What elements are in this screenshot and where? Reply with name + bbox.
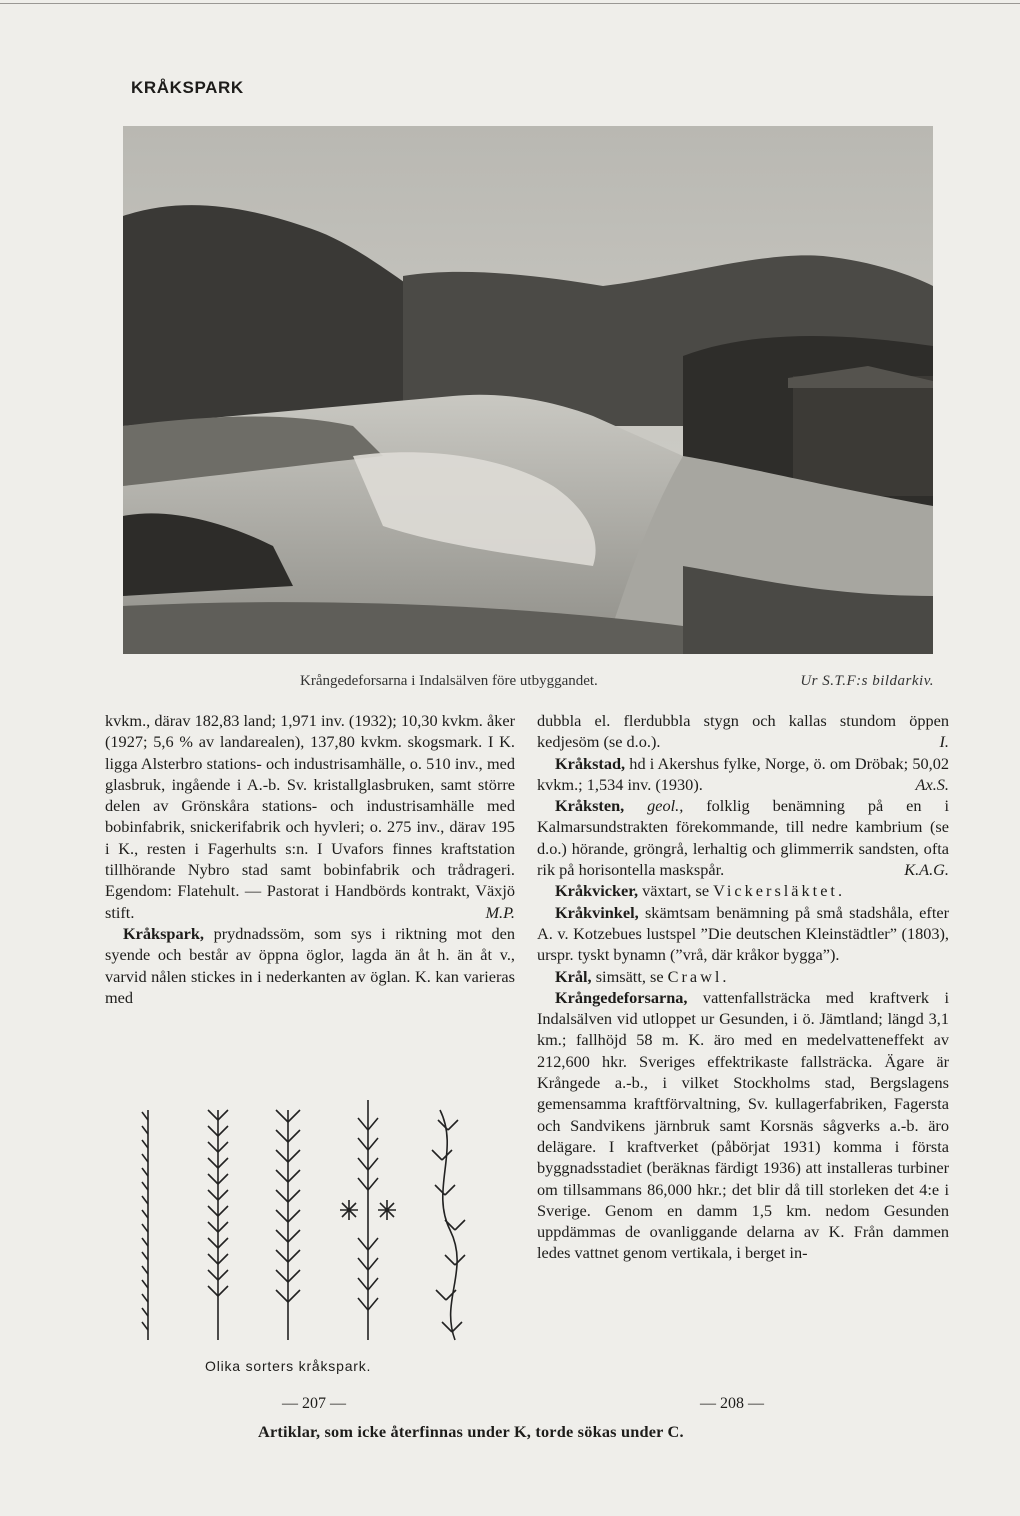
author-signature: M.P. — [485, 902, 515, 922]
photo-caption — [300, 673, 934, 690]
entry-head: Krångedeforsarna, — [555, 987, 688, 1007]
entry-krangedeforsarna: Krångedeforsarna, vattenfallsträcka med kraftverk i Indalsälven vid utloppet ur Gesunden, i ö. Jämtland; längd 3,1 km.; fallhöjd 58 m. K. äro med en medelvatteneffekt av 212,600 hkr. Sveriges effektrikaste fallsträcka. Ägare är Krångede a.-b., i vilket Stockholms stad, Bergslagens gemensamma kraftförvaltning, Sv. kullagerfabriken, Fagersta och Sandvikens järnbruk samt Korsnäs sågverks a.-b. äro delägare. I kraftverket (påbörjat 1931) komma i första byggnadsstadiet (beräknas färdigt 1936) att installeras turbiner om tillsammans 86,000 hkr.; det blir då till storleken det 4:e i Sverige. Genom en damm 1,5 km. nedom Gesunden uppdämmas de ovanliggande delarna av K. Från dammen ledes vattnet genom vertikala, i berget in- — [537, 987, 949, 1263]
stitch-sample-3 — [276, 1110, 300, 1340]
author-signature: K.A.G. — [904, 860, 949, 880]
cross-reference: Crawl. — [667, 966, 730, 986]
footer-note: Artiklar, som icke återfinnas under K, torde sökas under C. — [258, 1422, 684, 1441]
entry-krakspark: Kråkspark, prydnadssöm, som sys i riktning mot den syende och består av öppna öglor, lagda än åt h. än åt v., varvid nålen stickes in i nederkanten av öglan. K. kan varieras med — [105, 923, 515, 1007]
stitch-sample-2 — [208, 1110, 228, 1340]
stitch-sample-4 — [340, 1100, 396, 1340]
stitch-sample-5 — [432, 1110, 465, 1340]
right-column — [537, 710, 949, 1264]
author-signature: Ax.S. — [915, 774, 949, 794]
cross-reference: Vickersläktet. — [713, 881, 846, 901]
top-rule — [0, 3, 1020, 4]
stitch-figure — [130, 1100, 490, 1350]
author-signature: I. — [939, 732, 949, 752]
entry-head: Kråksten, — [555, 796, 625, 816]
entry-krakvicker: Kråkvicker, växtart, se Vickersläktet. — [555, 881, 846, 901]
entry-head: Krål, — [555, 966, 592, 986]
entry-head: Kråkstad, — [555, 753, 626, 773]
entry-kraksten: Kråksten, geol., folklig benämning på en i Kalmarsundstrakten förekommande, till nedre kambrium (se d.o.) hörande, gröngrå, lerhaltig och glimmerrik sandsten, ofta rik på horisontella maskspår. K.A.G. — [537, 796, 949, 880]
entry-head: Kråkvinkel, — [555, 902, 639, 922]
left-column — [105, 710, 515, 1008]
stitch-sample-1 — [142, 1110, 148, 1340]
photo-source: Ur S.T.F:s bildarkiv. — [800, 673, 934, 689]
entry-krakvinkel: Kråkvinkel, skämtsam benämning på små stadshåla, efter A. v. Kotzebues lustspel ”Die deutschen Kleinstädtler” (1803), urspr. tyskt bynamn (”vrå, där kråkor bygga”). — [537, 902, 949, 965]
page-number-right: — 208 — — [700, 1395, 764, 1412]
entry-head: Kråkvicker, — [555, 881, 639, 901]
running-head: KRÅKSPARK — [131, 78, 244, 97]
paragraph: dubbla el. flerdubbla stygn och kallas stundom öppen kedjesöm (se d.o.). I. — [537, 711, 949, 752]
page-number-left: — 207 — — [282, 1395, 346, 1412]
wooden-building — [793, 376, 933, 496]
landscape-photo — [123, 126, 933, 654]
entry-kral: Krål, simsätt, se Crawl. — [555, 966, 730, 986]
figure-caption: Olika sorters kråkspark. — [205, 1358, 372, 1374]
entry-head: Kråkspark, — [123, 923, 204, 943]
entry-krakstad: Kråkstad, hd i Akershus fylke, Norge, ö. om Dröbak; 50,02 kvkm.; 1,534 inv. (1930). Ax.S. — [537, 753, 949, 794]
paragraph: kvkm., därav 182,83 land; 1,971 inv. (1932); 10,30 kvkm. åker (1927; 5,6 % av landarealen), 137,80 kvkm. skogsmark. I K. ligga Alsterbro stations- och industrisamhälle, o. 510 inv., med glasbruk, ingående i A.-b. Sv. kristallglasbruken, samt större delen av Grönskåra stations- och industrisamhälle med bobinfabrik, snickerifabrik och hyvleri; o. 275 inv., därav 195 i K., resten i Fagerhults s:n. I Uvafors finnes kraftstation tillhörande Nybro stad samt bobinfabrik och trådrageri. Egendom: Flatehult. — Pastorat i Handbörds kontrakt, Växjö stift. M.P. — [105, 711, 515, 922]
caption-text: Krångedeforsarna i Indalsälven före utbyggandet. — [300, 673, 598, 689]
